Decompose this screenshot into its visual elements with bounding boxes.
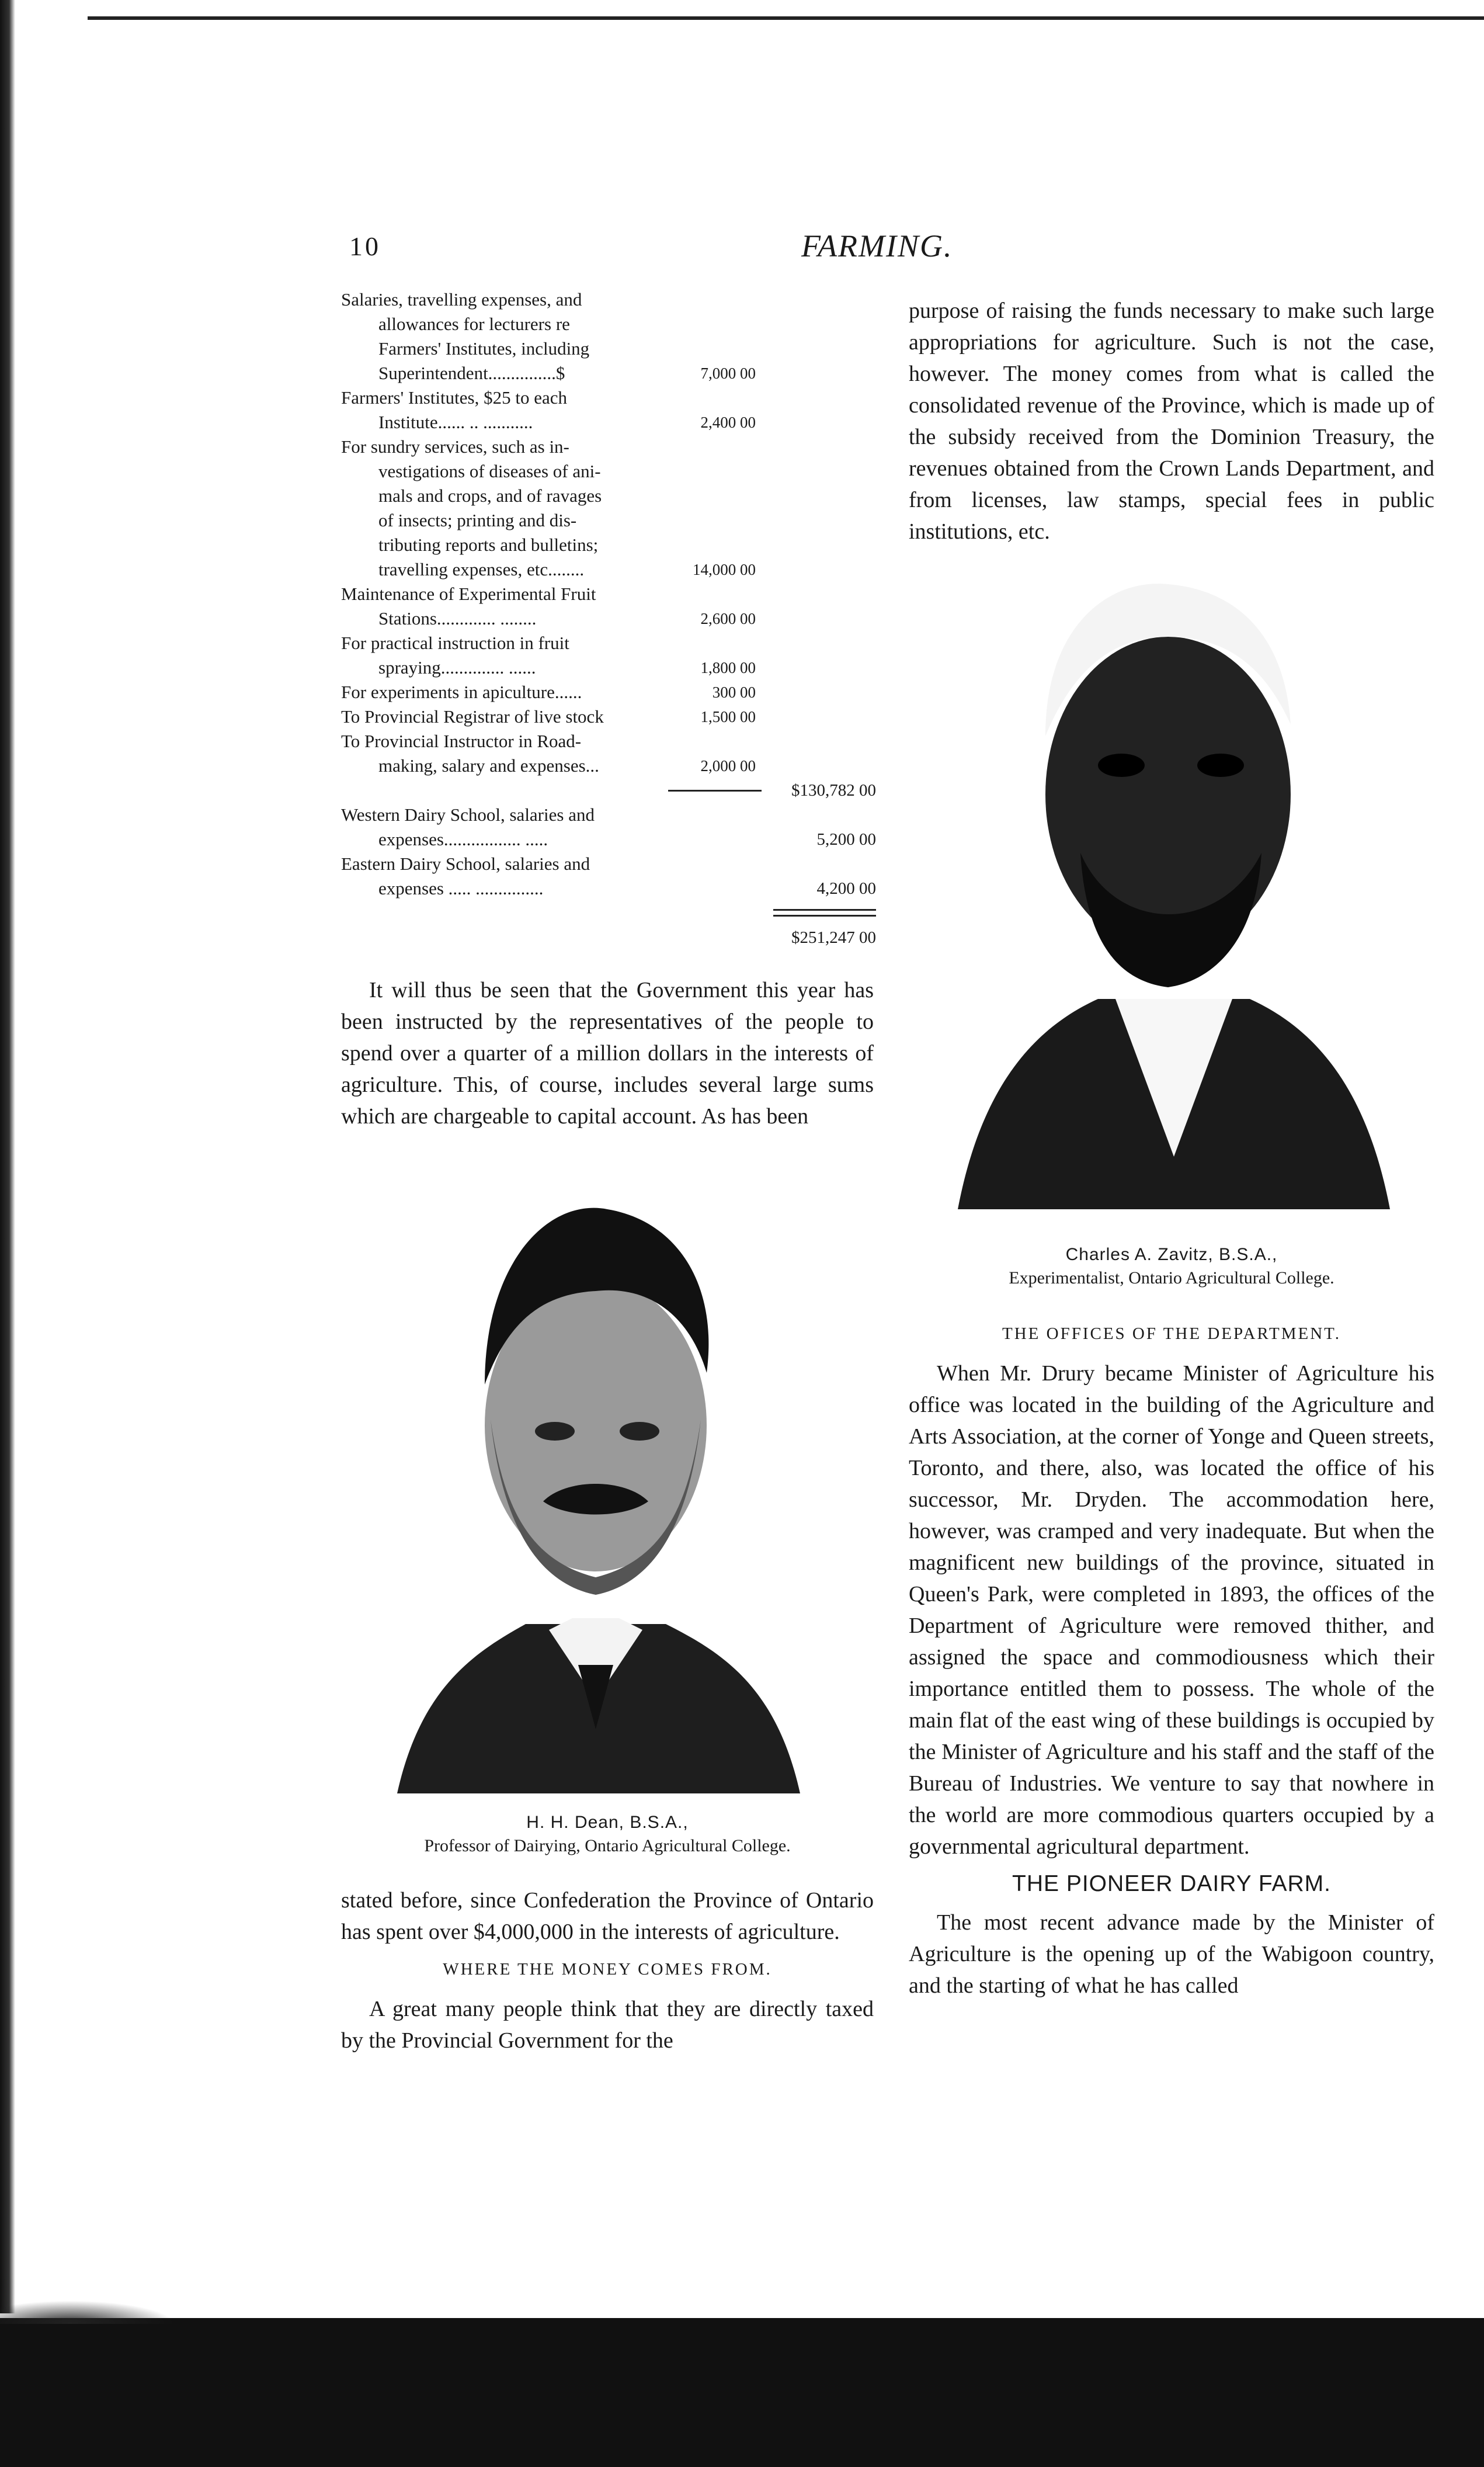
budget-line <box>341 582 878 606</box>
budget-line <box>341 386 878 410</box>
page-number: 10 <box>349 231 381 261</box>
budget-item-text: Eastern Dairy School, salaries and <box>341 853 590 874</box>
running-head: FARMING. <box>801 228 953 263</box>
budget-line <box>341 287 878 312</box>
budget-item-text: Salaries, travelling expenses, and <box>341 289 582 310</box>
budget-item-amount: 1,500 00 <box>700 708 756 726</box>
budget-item-text: To Provincial Instructor in Road- <box>341 731 582 751</box>
paragraph: It will thus be seen that the Government this year has been instructed by the representatives of the people to spend over a quarter of a million dollars in the interests of agriculture. This, of course, includes several large sums which are chargeable to capital account. As has been <box>341 978 874 1129</box>
sum-rule <box>668 790 762 792</box>
budget-item-text: For sundry services, such as in- <box>341 436 569 457</box>
scan-bottom-band <box>0 2318 1484 2467</box>
budget-line <box>341 925 878 950</box>
budget-line <box>341 631 878 655</box>
budget-subtotal: 4,200 00 <box>816 879 876 898</box>
budget-item-text: expenses ..... ............... <box>378 878 544 898</box>
budget-item-text: mals and crops, and of ravages <box>378 485 602 506</box>
budget-line <box>341 410 878 435</box>
budget-item-text: Maintenance of Experimental Fruit <box>341 584 596 604</box>
budget-subtotal: 5,200 00 <box>816 830 876 849</box>
budget-item-amount: 14,000 00 <box>693 561 756 578</box>
paragraph: purpose of raising the funds necessary to make such large appropriations for agriculture. Such is not the case, however. The money comes from what is called the consolidated revenue of the Province, which is made up of the subsidy received from the Dominion Treasury, the revenues obtained from the Crown Lands Department, and from licenses, law stamps, special fees in public institutions, etc. <box>909 299 1434 544</box>
budget-item-text: of insects; printing and dis- <box>378 510 577 530</box>
sum-rule <box>773 915 876 917</box>
budget-table <box>341 287 878 950</box>
budget-line <box>341 876 878 901</box>
top-rule <box>88 16 1484 20</box>
budget-item-text: Superintendent...............$ <box>378 363 565 383</box>
budget-item-amount: 1,800 00 <box>700 659 756 676</box>
budget-item-text: Farmers' Institutes, $25 to each <box>341 387 567 408</box>
paragraph: When Mr. Drury became Minister of Agriculture his office was located in the building of the Agriculture and Arts Association, at the corner of Yonge and Queen streets, Toronto, and there, also, was located the office of his successor, Mr. Dryden. The accommodation here, however, was cramped and very inadequate. But when the magnificent new buildings of the province, situated in Queen's Park, were completed in 1893, the offices of the Department of Agriculture were removed thither, and assigned the space and commodiousness which their importance entitled them to possess. The whole of the main flat of the east wing of these buildings is occupied by the Minister of Agriculture and his staff and the staff of the Bureau of Industries. We venture to say that nowhere in the world are more commodious quarters occupied by a governmental agricultural department. <box>909 1361 1434 1859</box>
section-heading: THE OFFICES OF THE DEPARTMENT. <box>1002 1324 1341 1343</box>
right-column-upper <box>909 295 1434 547</box>
budget-item-text: vestigations of diseases of ani- <box>378 461 601 481</box>
budget-line <box>341 827 878 852</box>
budget-item-amount: 300 00 <box>712 683 756 701</box>
budget-item-amount: 2,000 00 <box>700 757 756 775</box>
budget-line <box>341 435 878 459</box>
caption-title: Professor of Dairying, Ontario Agricultural College. <box>424 1836 791 1855</box>
budget-line <box>341 533 878 557</box>
left-column-lower <box>341 1885 874 2056</box>
portrait-charles-zavitz <box>946 572 1402 1215</box>
budget-item-text: Western Dairy School, salaries and <box>341 804 595 825</box>
budget-subtotal: $130,782 00 <box>791 781 876 800</box>
budget-item-text: For practical instruction in fruit <box>341 633 569 653</box>
sum-rule <box>773 909 876 911</box>
budget-line <box>341 729 878 754</box>
section-heading: THE PIONEER DAIRY FARM. <box>1012 1871 1331 1896</box>
paragraph: stated before, since Confederation the Province of Ontario has spent over $4,000,000 in the interests of agriculture. <box>341 1888 874 1944</box>
budget-line <box>341 484 878 508</box>
budget-line <box>341 508 878 533</box>
budget-item-text: expenses................. ..... <box>378 829 548 849</box>
budget-line <box>341 680 878 705</box>
caption-name: H. H. Dean, B.S.A., <box>526 1813 689 1832</box>
caption-charles-zavitz <box>909 1243 1434 1290</box>
budget-subtotal: $251,247 00 <box>791 928 876 947</box>
budget-item-amount: 2,600 00 <box>700 610 756 627</box>
right-column-lower <box>909 1312 1434 2001</box>
budget-item-text: Stations............. ........ <box>378 608 537 629</box>
budget-item-amount: 7,000 00 <box>700 365 756 382</box>
budget-line <box>341 361 878 386</box>
paragraph: The most recent advance made by the Minister of Agriculture is the opening up of the Wabigoon country, and the starting of what he has called <box>909 1910 1434 1998</box>
portrait-hh-dean <box>374 1174 818 1805</box>
caption-title: Experimentalist, Ontario Agricultural College. <box>1009 1268 1334 1288</box>
budget-item-text: Institute...... .. ........... <box>378 412 533 432</box>
budget-line <box>341 459 878 484</box>
left-column-upper <box>341 974 874 1132</box>
budget-line <box>341 754 878 778</box>
budget-item-text: spraying.............. ...... <box>378 657 536 678</box>
budget-item-text: tributing reports and bulletins; <box>378 535 599 555</box>
budget-item-text: To Provincial Registrar of live stock <box>341 706 604 727</box>
caption-name: Charles A. Zavitz, B.S.A., <box>1065 1245 1278 1264</box>
budget-item-text: making, salary and expenses... <box>378 755 599 776</box>
paragraph: A great many people think that they are directly taxed by the Provincial Government for the <box>341 1997 874 2053</box>
budget-item-text: Farmers' Institutes, including <box>378 338 590 359</box>
section-heading: WHERE THE MONEY COMES FROM. <box>443 1960 772 1979</box>
budget-item-text: travelling expenses, etc........ <box>378 559 585 580</box>
budget-line <box>341 852 878 876</box>
budget-line <box>341 803 878 827</box>
caption-hh-dean <box>341 1811 874 1858</box>
budget-line <box>341 336 878 361</box>
budget-line <box>341 312 878 336</box>
budget-line <box>341 606 878 631</box>
budget-item-text: For experiments in apiculture...... <box>341 682 582 702</box>
budget-line <box>341 778 878 803</box>
budget-item-text: allowances for lecturers re <box>378 314 570 334</box>
scan-left-edge <box>0 0 15 2313</box>
budget-line <box>341 655 878 680</box>
budget-line <box>341 901 878 925</box>
budget-line <box>341 705 878 729</box>
budget-item-amount: 2,400 00 <box>700 414 756 431</box>
budget-line <box>341 557 878 582</box>
